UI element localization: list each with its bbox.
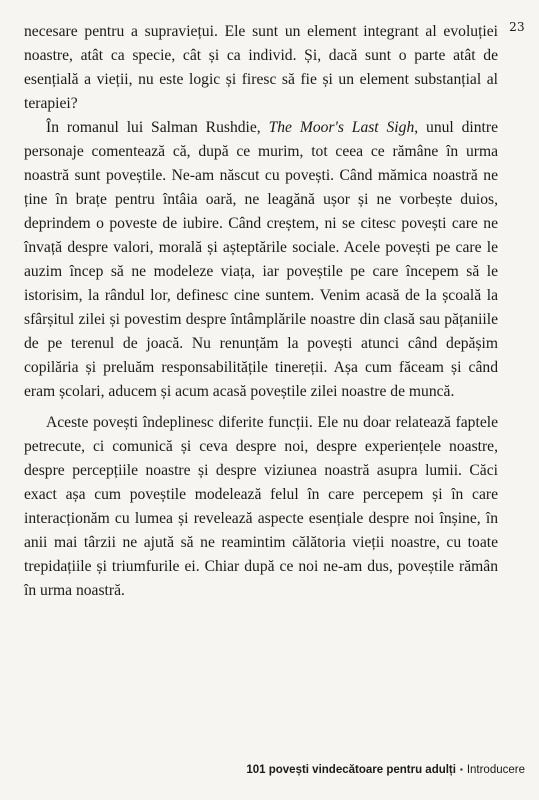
paragraph-3: Aceste povești îndeplinesc diferite funcții. Ele nu doar relatează faptele petrecute, ci comunică și ceva despre noi, despre experiențele noastre, despre percepțiile noastre și despre viziunea noastră asupra lumii. Căci exact așa cum poveștile modelează felul în care percepem și în care interacționăm cu lumea și revelează aspecte esențiale despre noi înșine, în anii mai târzii ne ajută să ne reamintim călătoria vieții noastre, cu toate trepidațiile și triumfurile ei. Chiar după ce noi ne-am dus, poveștile rămân în urma noastră. bbox=[24, 414, 498, 599]
paragraph-1: necesare pentru a supraviețui. Ele sunt un element integrant al evoluției noastre, atât ca specie, cât și ca individ. Și, dacă sunt o parte atât de esențială a vieții, nu este logic și firesc să fie și un element substanțial al terapiei? bbox=[24, 23, 498, 112]
footer-separator: ▪ bbox=[459, 765, 463, 774]
paragraph-2-text-after: , unul dintre personaje comentează că, după ce murim, tot ceea ce rămâne în urma noastră sunt poveștile. Ne-am născut cu povești. Când mămica noastră ne ține în brațe pentru întâia oară, ne leagănă ușor și ne vorbește duios, deprindem o poveste de iubire. Când creștem, ni se citesc povești care ne învață despre valori, morală și așteptările sociale. Acele povești pe care le auzim încep să ne modeleze viața, iar poveștile pe care începem să le istorisim, la rândul lor, definesc cine suntem. Venim acasă de la școală la sfârșitul zilei și povestim despre întâmplările noastre din clasă sau pățaniile de pe terenul de joacă. Nu renunțăm la povești atunci când depășim copilăria și preluăm responsabilitățile tinereții. Așa cum făceam și când eram școlari, aducem și acum acasă poveștile zilei noastre de muncă. bbox=[24, 119, 498, 400]
page-number: 23 bbox=[509, 20, 525, 34]
body-text bbox=[24, 20, 498, 603]
running-footer bbox=[246, 764, 525, 776]
footer-book-title: 101 povești vindecătoare pentru adulți bbox=[246, 764, 456, 776]
paragraph-2-text-before: În romanul lui Salman Rushdie, bbox=[46, 119, 269, 136]
footer-section: Introducere bbox=[466, 764, 525, 776]
paragraph-2 bbox=[24, 116, 498, 404]
book-title-italic: The Moor's Last Sigh bbox=[268, 119, 415, 136]
